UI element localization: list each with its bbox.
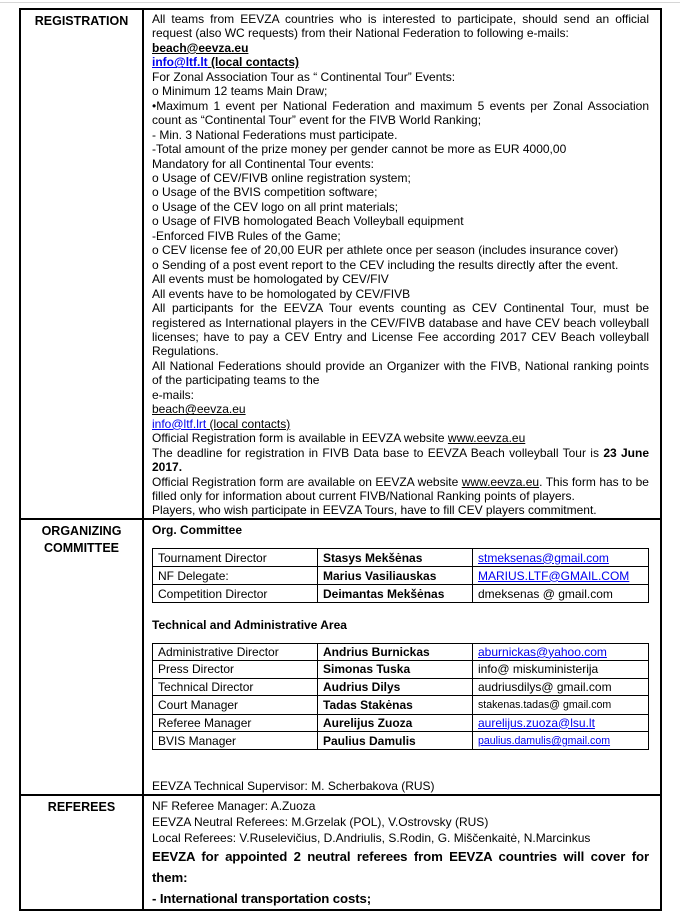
contact-email-cell [473, 643, 649, 660]
contact-email-cell [473, 549, 649, 567]
text-segment: o Usage of the BVIS competition software; [152, 185, 378, 200]
paragraph [152, 99, 649, 128]
text-segment: www.eevza.eu [461, 474, 540, 489]
text-segment: (local contacts) [207, 55, 300, 70]
paragraph [152, 128, 649, 142]
text-segment: . This form has to be filled only for information about current FIVB/National Ranking points of players. [152, 474, 649, 503]
contact-role: NF Delegate: [153, 567, 318, 585]
paragraph [152, 171, 649, 185]
paragraph [152, 70, 649, 84]
contact-role: Competition Director [153, 585, 318, 603]
paragraph [152, 846, 649, 888]
paragraph [152, 185, 649, 199]
email-link[interactable]: aurelijus.zuoza@lsu.lt [478, 715, 595, 730]
paragraph [152, 229, 649, 243]
page-top-rule [0, 2, 680, 3]
contact-name: Deimantas Mekšėnas [318, 585, 473, 603]
text-segment: beach@eevza.eu [152, 40, 249, 55]
paragraph [152, 830, 649, 846]
text-segment: All events have to be homologated by CEV/FIVB [152, 286, 411, 301]
text-segment: (local contacts) [206, 416, 291, 431]
referees-paragraphs [152, 798, 649, 909]
email-text: dmeksenas @ gmail.com [478, 586, 613, 601]
text-segment: All teams from EEVZA countries who is interested to participate, should send an official request (also WC requests) from their National Federation to following e-mails: [152, 12, 649, 41]
contact-name: Aurelijus Zuoza [318, 714, 473, 731]
table-row [20, 519, 661, 795]
contact-name: Simonas Tuska [318, 661, 473, 678]
contact-name: Marius Vasiliauskas [318, 567, 473, 585]
row-label-text: REFEREES [47, 799, 116, 814]
text-segment: Official Registration form is available in EEVZA website [152, 431, 448, 446]
contact-role: Press Director [153, 661, 318, 678]
text-segment: - Min. 3 National Federations must participate. [152, 127, 398, 142]
text-segment: - International transportation costs; [152, 890, 372, 906]
text-segment: For Zonal Association Tour as “ Continental Tour” Events: [152, 69, 456, 84]
row-label-text: ORGANIZING [41, 523, 122, 538]
paragraph [152, 41, 649, 55]
text-segment: •Maximum 1 event per National Federation and maximum 5 events per Zonal Association count as “Continental Tour” event for the FIVB World Ranking; [152, 98, 649, 128]
contact-name: Stasys Mekšėnas [318, 549, 473, 567]
text-segment: Official Registration form are available on EEVZA website [152, 474, 462, 489]
text-segment: All National Federations should provide an Organizer with the FIVB, National ranking points of the participating teams to the [152, 358, 649, 388]
paragraph [152, 12, 649, 41]
text-segment: EEVZA for appointed 2 neutral referees from EEVZA countries will cover for them: [152, 848, 649, 885]
text-segment: beach@eevza.eu [152, 402, 246, 417]
contact-name: Paulius Damulis [318, 732, 473, 750]
regulations-table [19, 8, 662, 911]
row-label-text: COMMITTEE [44, 540, 119, 555]
paragraph [152, 200, 649, 214]
paragraph [152, 475, 649, 504]
text-segment: All events must be homologated by CEV/FIV [152, 272, 389, 287]
technical-admin-heading: Technical and Administrative Area [152, 618, 347, 633]
contact-role: BVIS Manager [153, 732, 318, 750]
email-link[interactable]: paulius.damulis@gmail.com [478, 735, 611, 748]
paragraph [152, 446, 649, 475]
contact-row [153, 661, 649, 678]
text-segment: -Total amount of the prize money per gender cannot be more as EUR 4000,00 [152, 142, 567, 157]
contact-email-cell [473, 732, 649, 750]
contact-row [153, 585, 649, 603]
text-segment: o Sending of a post event report to the CEV including the results directly after the event. [152, 257, 619, 272]
referees-content [143, 795, 661, 910]
paragraph [152, 417, 649, 431]
row-label-referees [20, 795, 143, 910]
email-text: stakenas.tadas@ gmail.com [478, 699, 612, 712]
contact-row [153, 643, 649, 660]
contact-email-cell [473, 567, 649, 585]
registration-paragraphs [152, 12, 649, 518]
contact-role: Administrative Director [153, 643, 318, 660]
paragraph [152, 84, 649, 98]
email-link[interactable]: stmeksenas@gmail.com [478, 550, 609, 565]
text-segment: Mandatory for all Continental Tour events: [152, 156, 374, 171]
text-segment: o Usage of the CEV logo on all print materials; [152, 199, 399, 214]
contact-email-cell [473, 585, 649, 603]
paragraph [152, 402, 649, 416]
contact-role: Technical Director [153, 678, 318, 695]
technical-supervisor-line: EEVZA Technical Supervisor: M. Scherbakova (RUS) [152, 779, 435, 794]
contact-role: Court Manager [153, 696, 318, 714]
text-segment: Players, who wish participate in EEVZA Tours, have to fill CEV players commitment. [152, 503, 597, 518]
contact-email-cell [473, 714, 649, 731]
text-segment: o Minimum 12 teams Main Draw; [152, 84, 328, 99]
paragraph [152, 55, 649, 69]
text-segment: o Usage of FIVB homologated Beach Volleyball equipment [152, 214, 464, 229]
paragraph [152, 287, 649, 301]
org-committee-heading: Org. Committee [152, 522, 243, 537]
text-segment: www.eevza.eu [447, 431, 526, 446]
contact-row [153, 567, 649, 585]
contact-name: Audrius Dilys [318, 678, 473, 695]
text-segment: e-mails: [152, 387, 195, 402]
row-label-organizing-committee [20, 519, 143, 795]
text-segment: Local Referees: V.Ruselevičius, D.Andriulis, S.Rodin, G. Miščenkaitė, N.Marcinkus [152, 830, 591, 845]
organizing-committee-content [143, 519, 661, 795]
paragraph [152, 359, 649, 388]
email-link[interactable]: MARIUS.LTF@GMAIL.COM [478, 568, 630, 583]
paragraph [152, 258, 649, 272]
text-segment: o CEV license fee of 20,00 EUR per athlete once per season (includes insurance cover) [152, 243, 619, 258]
text-segment: o Usage of CEV/FIVB online registration system; [152, 170, 411, 185]
paragraph [152, 388, 649, 402]
paragraph [152, 503, 649, 517]
paragraph [152, 272, 649, 286]
contact-role: Referee Manager [153, 714, 318, 731]
email-link[interactable]: info@ltf.lt [152, 55, 208, 70]
text-segment: The deadline for registration in FIVB Data base to EEVZA Beach volleyball Tour is [152, 445, 604, 460]
table-row [20, 795, 661, 910]
email-text: audriusdilys@ gmail.com [478, 679, 612, 694]
paragraph [152, 431, 649, 445]
row-label-text: REGISTRATION [34, 14, 129, 28]
contact-email-cell [473, 678, 649, 695]
contact-email-cell [473, 696, 649, 714]
contact-row [153, 696, 649, 714]
contact-row [153, 549, 649, 567]
table-row [20, 9, 661, 519]
contact-row [153, 678, 649, 695]
paragraph [152, 243, 649, 257]
paragraph [152, 814, 649, 830]
paragraph [152, 301, 649, 359]
technical-admin-table [152, 643, 649, 751]
contact-role: Tournament Director [153, 549, 318, 567]
registration-content [143, 9, 661, 519]
email-link[interactable]: aburnickas@yahoo.com [478, 644, 607, 659]
contact-email-cell [473, 661, 649, 678]
text-segment: NF Referee Manager: A.Zuoza [152, 798, 316, 813]
contact-name: Tadas Stakėnas [318, 696, 473, 714]
paragraph [152, 214, 649, 228]
row-label-registration [20, 9, 143, 519]
text-segment: 23 June 2017. [152, 445, 649, 475]
org-committee-table [152, 548, 649, 603]
text-segment: All participants for the EEVZA Tour events counting as CEV Continental Tour, must be registered as International players in the CEV/FIVB database and have CEV beach volleyball licenses; have to pay a CEV Entry and License Fee according 2017 CEV Beach volleyball Regulations. [152, 301, 649, 359]
contact-row [153, 732, 649, 750]
paragraph [152, 798, 649, 814]
paragraph [152, 888, 649, 909]
text-segment: -Enforced FIVB Rules of the Game; [152, 228, 341, 243]
email-text: info@ miskuministerija [478, 662, 599, 677]
text-segment: EEVZA Neutral Referees: M.Grzelak (POL), V.Ostrovsky (RUS) [152, 814, 489, 829]
contact-name: Andrius Burnickas [318, 643, 473, 660]
contact-row [153, 714, 649, 731]
email-link[interactable]: info@ltf.lrt [152, 416, 207, 431]
paragraph [152, 157, 649, 171]
paragraph [152, 142, 649, 156]
